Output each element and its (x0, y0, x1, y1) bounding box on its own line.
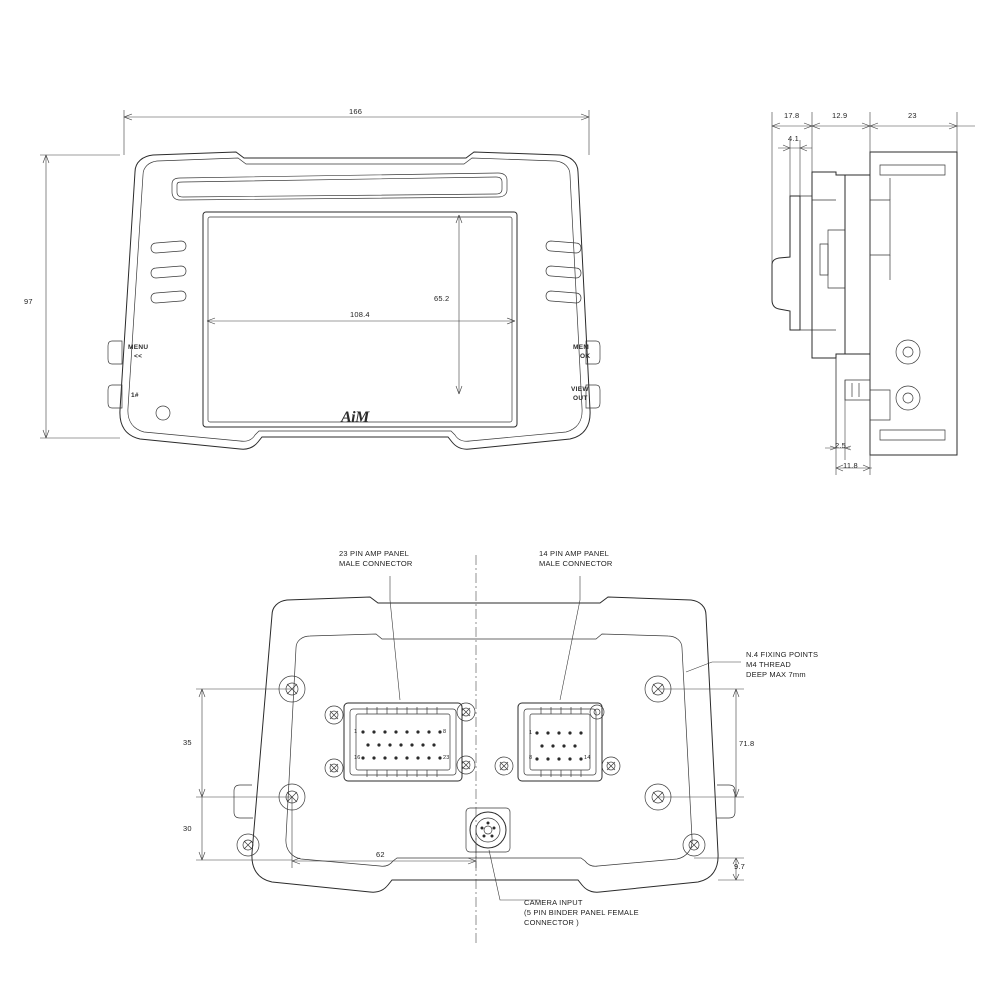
brand-logo: AiM (341, 409, 369, 426)
button-label-menu-left-line2: << (134, 353, 143, 360)
button-label-view-out-line1: VIEW (571, 386, 589, 393)
dim-side-front-bezel-depth: 17.8 (784, 111, 800, 120)
rear-view-geometry (234, 555, 735, 945)
dim-front-overall-width: 166 (349, 107, 363, 116)
dim-rear-upper-vertical: 35 (183, 738, 192, 747)
side-view-dimensions (772, 112, 975, 475)
callout-23pin-line1: 23 PIN AMP PANEL (339, 549, 410, 558)
side-view-geometry (772, 152, 957, 455)
button-label-mem-ok-line1: MEM (573, 344, 590, 351)
dim-rear-horizontal-hole-spacing: 62 (376, 850, 385, 859)
dim-side-lower-offset-a: 2.5 (835, 441, 847, 450)
fixing-point-screws (279, 676, 671, 810)
button-label-view-out-line2: OUT (573, 395, 588, 402)
dim-front-screen-height: 65.2 (434, 294, 450, 303)
dim-front-overall-height: 97 (24, 297, 33, 306)
camera-input-geometry (466, 808, 510, 852)
dim-rear-bottom-offset: 9.7 (734, 862, 746, 871)
pin-number-23-16: 16 (354, 755, 361, 761)
front-view-geometry (108, 152, 600, 449)
dim-side-rear-depth: 23 (908, 111, 917, 120)
callout-23pin-line2: MALE CONNECTOR (339, 559, 413, 568)
callout-camera-input-line1: CAMERA INPUT (524, 898, 583, 907)
callout-camera-input-line2: (5 PIN BINDER PANEL FEMALE (524, 908, 639, 917)
dim-side-lower-offset-b: 11.8 (843, 461, 858, 470)
dim-side-bezel-thickness: 4.1 (788, 134, 800, 143)
connector-screws (237, 703, 705, 856)
callout-fixing-points-line2: M4 THREAD (746, 660, 792, 669)
dim-rear-fixing-height: 71.8 (739, 739, 755, 748)
connector-14pin-geometry (518, 703, 602, 781)
callout-14pin-line2: MALE CONNECTOR (539, 559, 613, 568)
button-label-menu-left-line1: MENU (128, 344, 149, 351)
pin-number-23-1: 1 (354, 729, 358, 735)
pin-number-14-8: 8 (529, 755, 533, 761)
callout-14pin-line1: 14 PIN AMP PANEL (539, 549, 610, 558)
pin-number-14-14: 14 (584, 755, 591, 761)
rear-view-callout-leaders (390, 576, 741, 900)
callout-camera-input-line3: CONNECTOR ) (524, 918, 579, 927)
callout-fixing-points-line3: DEEP MAX 7mm (746, 670, 806, 679)
dim-side-mid-depth: 12.9 (832, 111, 848, 120)
pin-number-23-8: 8 (443, 729, 447, 735)
callout-fixing-points-line1: N.4 FIXING POINTS (746, 650, 819, 659)
button-label-page-down: 1# (131, 392, 139, 399)
pin-number-14-1: 1 (529, 730, 533, 736)
connector-23pin-geometry (344, 703, 462, 781)
dim-rear-lower-vertical: 30 (183, 824, 192, 833)
pin-number-23-23: 23 (443, 755, 450, 761)
dim-front-screen-width: 108.4 (350, 310, 370, 319)
button-label-mem-ok-line2: OK (580, 353, 591, 360)
